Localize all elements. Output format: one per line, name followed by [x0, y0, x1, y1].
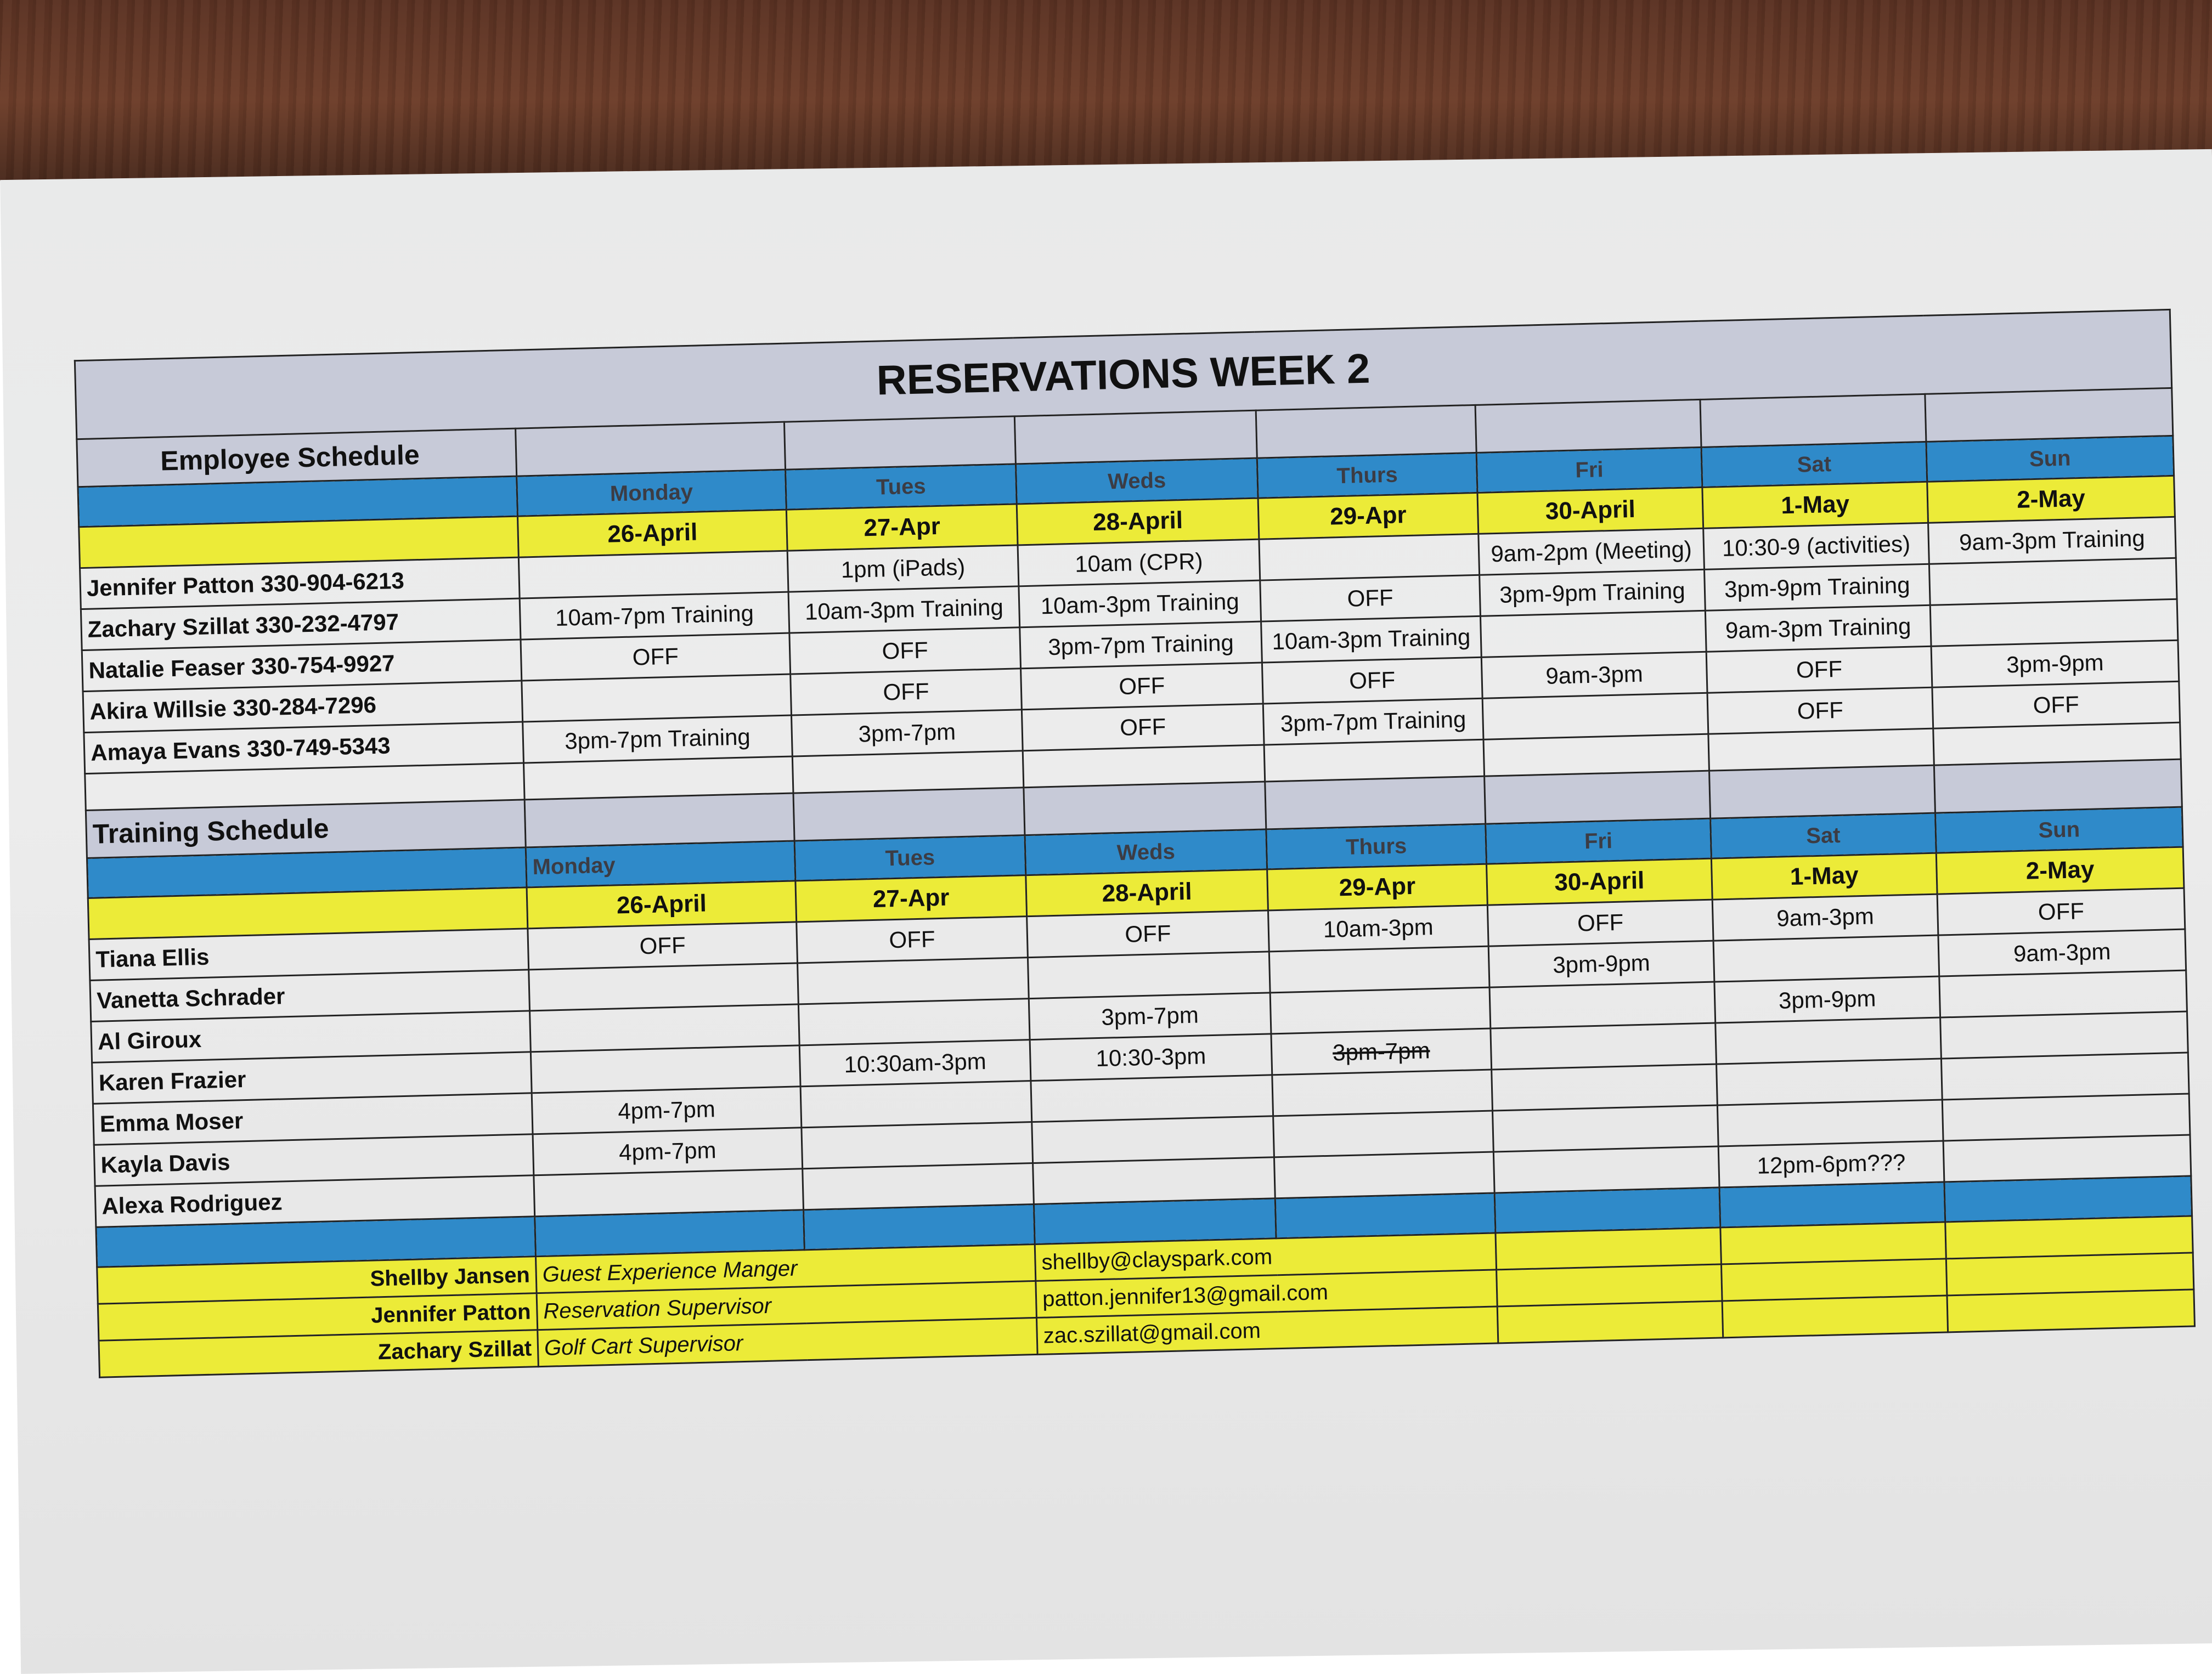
- shift-cell: [1273, 1111, 1494, 1157]
- day-header: Sat: [1701, 442, 1927, 487]
- contact-name: Zachary Szillat: [99, 1330, 538, 1378]
- contact-role: Guest Experience Manger: [535, 1244, 1035, 1293]
- shift-cell: [1492, 1064, 1718, 1111]
- shift-cell: [1717, 1100, 1943, 1146]
- shift-cell: [1943, 1135, 2191, 1182]
- shift-cell: OFF: [797, 917, 1028, 963]
- day-header: Tues: [794, 835, 1026, 881]
- shift-cell: [530, 1004, 800, 1052]
- shift-cell: 4pm-7pm: [532, 1087, 802, 1134]
- shift-cell: [1480, 610, 1706, 657]
- contact-role: Golf Cart Supervisor: [538, 1317, 1037, 1366]
- paper-sheet: [0, 149, 2212, 1674]
- shift-cell: [1929, 558, 2177, 605]
- shift-cell: [800, 1081, 1032, 1128]
- day-header: Sun: [1935, 807, 2183, 853]
- shift-cell: [798, 958, 1029, 1004]
- shift-cell: 10:30-9 (activities): [1703, 523, 1929, 569]
- shift-cell: 10am-3pm: [1268, 905, 1488, 952]
- contact-name: Jennifer Patton: [98, 1293, 537, 1341]
- shift-cell: OFF: [1027, 910, 1269, 958]
- date-header: 27-Apr: [795, 875, 1027, 922]
- shift-cell: 3pm-7pm: [792, 710, 1023, 756]
- day-header: Monday: [526, 841, 795, 887]
- shift-cell: OFF: [1487, 900, 1713, 946]
- shift-cell: OFF: [791, 669, 1022, 715]
- employee-schedule-heading: Employee Schedule: [77, 428, 517, 487]
- shift-cell: [1274, 1152, 1494, 1198]
- shift-cell: [534, 1169, 804, 1217]
- shift-cell: OFF: [1022, 704, 1264, 751]
- shift-cell: [1269, 946, 1489, 993]
- shift-cell: [518, 551, 788, 598]
- shift-cell: [798, 999, 1030, 1045]
- shift-cell: [1717, 1059, 1943, 1105]
- shift-cell: OFF: [1932, 681, 2180, 728]
- shift-cell: [1032, 1116, 1274, 1163]
- shift-cell: 3pm-9pm: [1488, 941, 1714, 987]
- shift-cell: OFF: [521, 633, 791, 681]
- contact-role: Reservation Supervisor: [537, 1281, 1036, 1330]
- date-header: 29-Apr: [1258, 493, 1479, 539]
- employee-name: Akira Willsie 330-284-7296: [83, 681, 523, 733]
- day-header: Weds: [1015, 458, 1258, 504]
- shift-cell: 9am-3pm Training: [1928, 517, 2176, 564]
- schedule-printout: [74, 309, 2194, 1378]
- shift-cell: [1491, 1023, 1717, 1070]
- shift-cell: OFF: [1937, 888, 2185, 935]
- date-header: 2-May: [1936, 847, 2184, 894]
- page-title: RESERVATIONS WEEK 2: [75, 309, 2171, 439]
- schedule-table: [74, 309, 2196, 1378]
- shift-cell: 9am-3pm: [1938, 929, 2186, 976]
- employee-name: Zachary Szillat 330-232-4797: [81, 598, 521, 651]
- shift-cell: [1942, 1094, 2190, 1141]
- shift-cell: [802, 1122, 1033, 1169]
- shift-cell: OFF: [789, 627, 1021, 674]
- date-header: 26-April: [527, 881, 797, 929]
- shift-cell: [1930, 599, 2178, 646]
- shift-cell: [1941, 1053, 2189, 1100]
- trainee-name: Emma Moser: [93, 1093, 533, 1145]
- day-header: Sun: [1926, 436, 2174, 482]
- shift-cell: 9am-3pm: [1712, 894, 1938, 941]
- shift-cell: 9am-2pm (Meeting): [1479, 528, 1705, 575]
- trainee-name: Vanetta Schrader: [90, 970, 530, 1022]
- shift-cell: 10am (CPR): [1018, 539, 1260, 586]
- shift-cell: 10am-3pm Training: [1261, 616, 1482, 663]
- day-header: Fri: [1476, 447, 1702, 493]
- shift-cell: [529, 963, 799, 1011]
- shift-cell: [1028, 952, 1270, 999]
- shift-cell: 3pm-7pm Training: [523, 715, 793, 763]
- shift-cell: 1pm (iPads): [787, 545, 1019, 592]
- shift-cell: [1272, 1070, 1493, 1116]
- contact-email: patton.jennifer13@gmail.com: [1036, 1270, 1497, 1318]
- shift-cell: [1489, 982, 1716, 1028]
- shift-cell: 9am-3pm: [1481, 652, 1707, 698]
- day-header: Fri: [1486, 818, 1712, 864]
- shift-cell: [522, 674, 792, 722]
- training-schedule-heading: Training Schedule: [86, 800, 526, 858]
- shift-cell: [1031, 1075, 1273, 1122]
- contact-email: zac.szillat@gmail.com: [1036, 1307, 1498, 1355]
- shift-cell: 3pm-7pm Training: [1020, 621, 1262, 669]
- shift-cell: 10am-7pm Training: [520, 592, 789, 640]
- date-header: 1-May: [1702, 482, 1928, 528]
- shift-cell: 4pm-7pm: [533, 1128, 803, 1175]
- trainee-name: Kayla Davis: [94, 1134, 534, 1186]
- shift-cell: [1482, 693, 1708, 739]
- date-header: 2-May: [1927, 476, 2175, 523]
- contact-name: Shellby Jansen: [97, 1257, 537, 1304]
- shift-cell: [1033, 1157, 1276, 1204]
- shift-cell: [531, 1045, 800, 1093]
- shift-cell: 3pm-7pm: [1029, 993, 1271, 1040]
- day-header: Sat: [1711, 813, 1937, 858]
- day-header: Thurs: [1266, 824, 1487, 869]
- date-header: 28-April: [1017, 498, 1259, 545]
- trainee-name: Alexa Rodriguez: [95, 1175, 535, 1228]
- employee-name: Natalie Feaser 330-754-9927: [82, 640, 522, 692]
- shift-cell: 10:30-3pm: [1030, 1034, 1272, 1081]
- shift-cell: 10am-3pm Training: [1019, 580, 1261, 627]
- shift-cell: 3pm-9pm: [1931, 640, 2179, 687]
- day-header: Weds: [1025, 829, 1267, 875]
- employee-name: Jennifer Patton 330-904-6213: [80, 557, 520, 609]
- shift-cell: 12pm-6pm???: [1718, 1141, 1944, 1187]
- crossed-out-shift-cell: 3pm-7pm: [1271, 1028, 1492, 1075]
- shift-cell: OFF: [1707, 687, 1933, 734]
- shift-cell: [1270, 987, 1491, 1034]
- shift-cell: OFF: [1706, 646, 1932, 693]
- day-header: Monday: [517, 470, 787, 516]
- day-header: Tues: [786, 464, 1017, 510]
- trainee-name: Al Giroux: [91, 1011, 531, 1063]
- date-header: 30-April: [1477, 487, 1703, 534]
- shift-cell: 10:30am-3pm: [799, 1040, 1031, 1087]
- shift-cell: 3pm-9pm Training: [1705, 564, 1931, 610]
- shift-cell: [1713, 935, 1939, 982]
- shift-cell: [1493, 1105, 1719, 1152]
- employee-name: Amaya Evans 330-749-5343: [84, 722, 524, 774]
- shift-cell: 3pm-9pm: [1714, 976, 1940, 1023]
- shift-cell: 3pm-9pm Training: [1480, 569, 1706, 616]
- shift-cell: OFF: [1021, 663, 1263, 710]
- date-header: 29-Apr: [1267, 864, 1488, 910]
- shift-cell: [1940, 1011, 2188, 1059]
- trainee-name: Karen Frazier: [92, 1052, 532, 1104]
- shift-cell: 3pm-7pm Training: [1263, 698, 1483, 745]
- contact-email: shellby@clayspark.com: [1035, 1233, 1496, 1281]
- shift-cell: [1939, 970, 2187, 1017]
- date-header: 28-April: [1026, 869, 1268, 917]
- date-header: 1-May: [1711, 853, 1937, 900]
- shift-cell: OFF: [528, 922, 798, 970]
- date-header: 26-April: [517, 510, 787, 557]
- shift-cell: 9am-3pm Training: [1705, 605, 1931, 652]
- shift-cell: OFF: [1262, 657, 1482, 704]
- shift-cell: [803, 1163, 1034, 1210]
- shift-cell: [1259, 534, 1480, 580]
- shift-cell: [1493, 1146, 1719, 1193]
- day-header: Thurs: [1257, 453, 1477, 498]
- trainee-name: Tiana Ellis: [89, 929, 529, 981]
- shift-cell: 10am-3pm Training: [788, 586, 1020, 633]
- date-header: 30-April: [1487, 858, 1713, 905]
- date-header: 27-Apr: [786, 504, 1018, 551]
- shift-cell: [1716, 1017, 1942, 1064]
- shift-cell: OFF: [1260, 575, 1481, 621]
